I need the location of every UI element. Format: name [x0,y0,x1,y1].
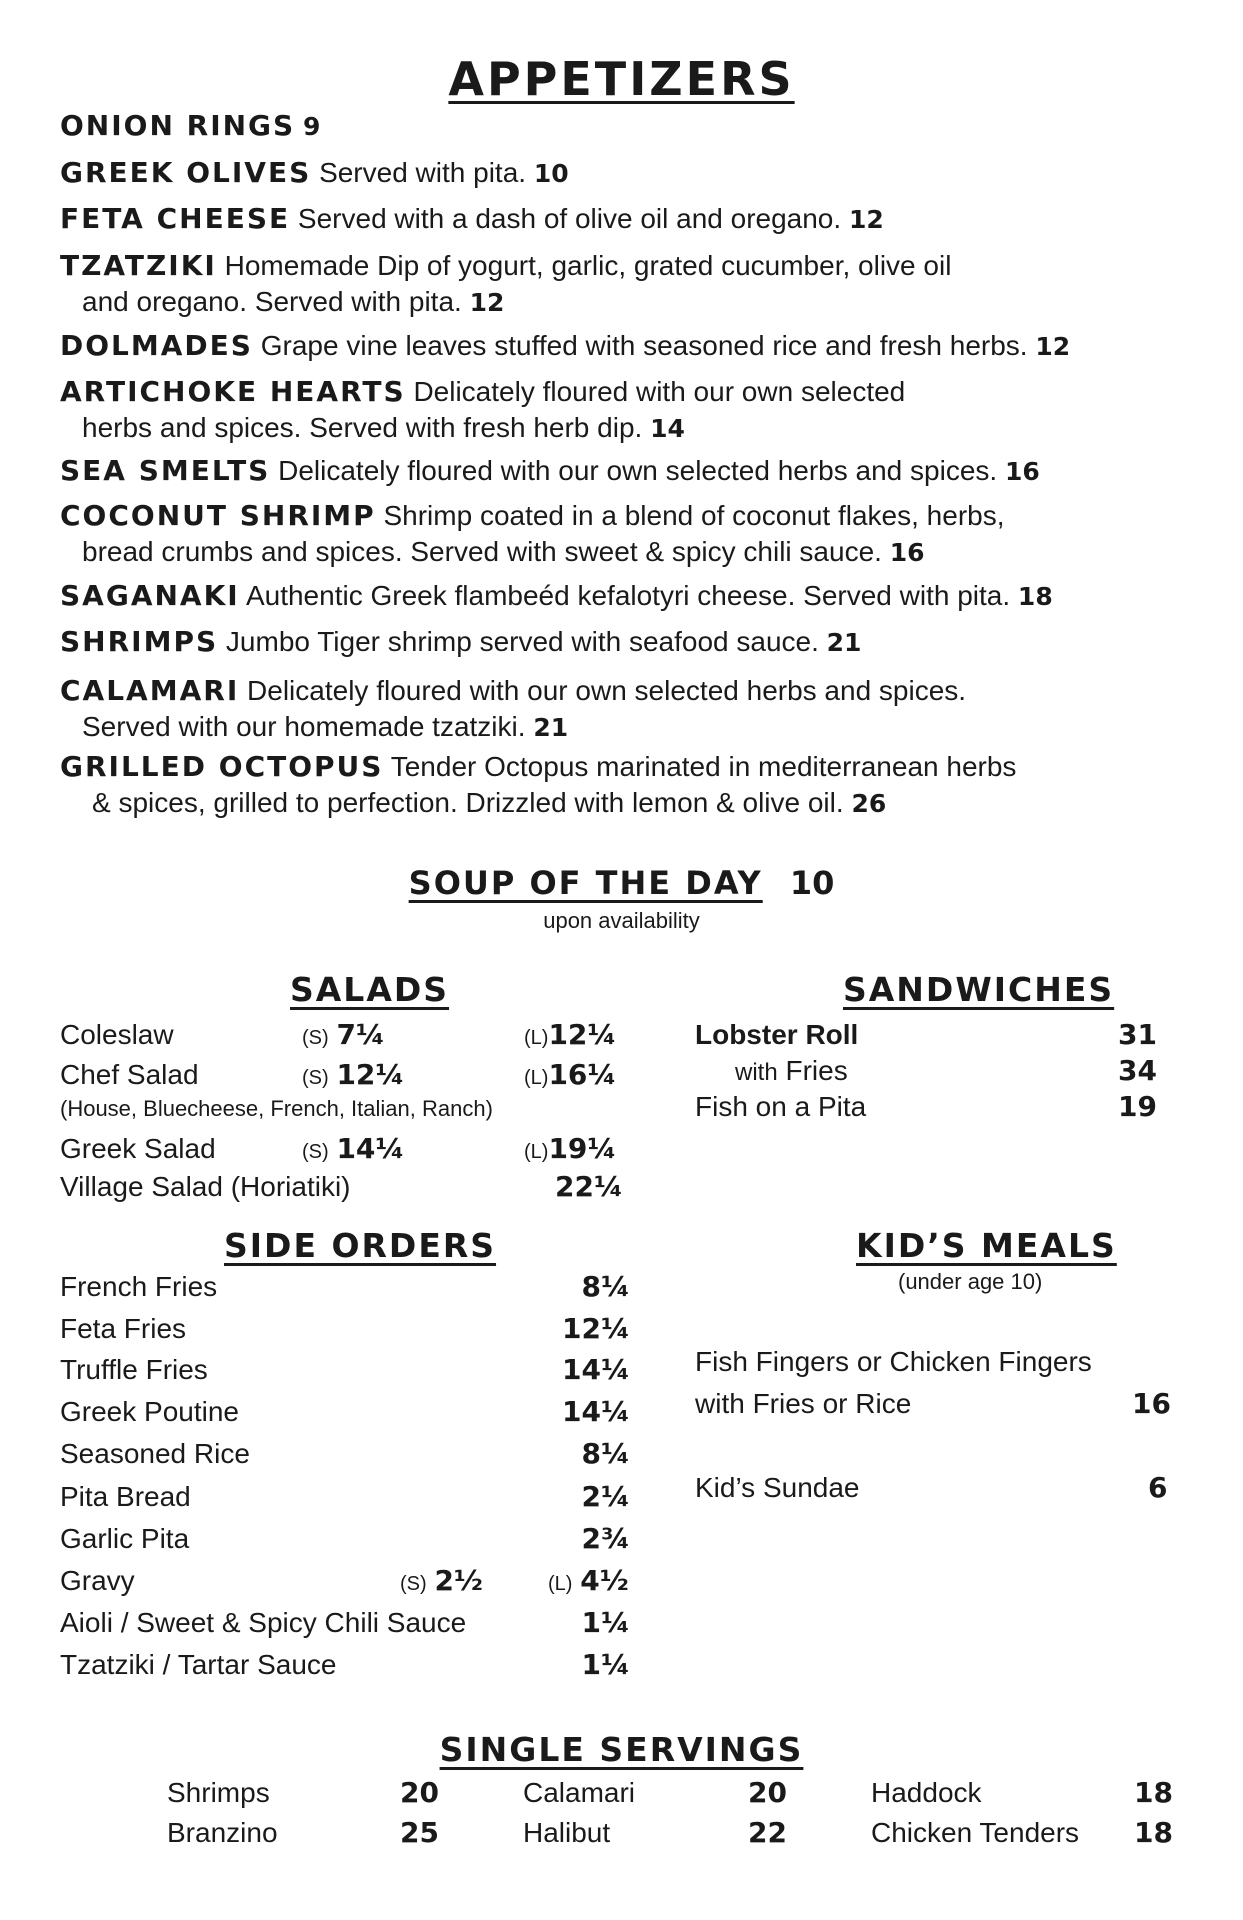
side-item: Greek Poutine [60,1396,239,1427]
menu-item: GRILLED OCTOPUS Tender Octopus marinated in mediterranean herbs & spices, grilled to perfection. Drizzled with lemon & olive oil. 26 [60,750,1017,818]
side-price: 2¾ [581,1522,630,1555]
side-item: French Fries [60,1271,218,1302]
single-item: Calamari [523,1777,636,1808]
soup-heading [0,864,1243,902]
gravy-small-price: (S) 2½ [400,1564,483,1597]
single-item: Chicken Tenders [871,1817,1080,1848]
kids-sundae-price: 6 [1148,1471,1168,1504]
sandwich-item: Fish on a Pita [695,1091,867,1122]
side-item: Tzatziki / Tartar Sauce [60,1649,337,1680]
side-item: Aioli / Sweet & Spicy Chili Sauce [60,1607,467,1638]
single-price: 22 [748,1816,787,1849]
menu-item: DOLMADES Grape vine leaves stuffed with seasoned rice and fresh herbs. 12 [60,329,1071,362]
salad-small-price: (S) 12¼ [302,1058,405,1091]
kids-meals-title: KID’S MEALS [856,1226,1117,1265]
appetizers-title: APPETIZERS [448,52,795,106]
salad-row: Greek Salad [60,1133,216,1164]
side-item: Pita Bread [60,1481,191,1512]
side-price: 8¼ [581,1270,630,1303]
salad-row: Coleslaw [60,1019,174,1050]
single-price: 20 [400,1776,439,1809]
kids-age-note: (under age 10) [898,1269,1043,1294]
side-price: 2¼ [581,1480,630,1513]
side-price: 12¼ [562,1312,630,1345]
menu-item: TZATZIKI Homemade Dip of yogurt, garlic, grated cucumber, olive oil and oregano. Served with pita. 12 [60,249,952,317]
kids-sundae: Kid’s Sundae [695,1472,860,1503]
single-price: 18 [1134,1816,1173,1849]
sandwich-item: Lobster Roll [695,1019,859,1050]
sandwich-price: 19 [1118,1090,1157,1123]
salad-large-price: (L)16¼ [524,1058,617,1091]
side-price: 1¼ [581,1648,630,1681]
side-item: Seasoned Rice [60,1438,250,1469]
menu-item: SHRIMPS Jumbo Tiger shrimp served with seafood sauce. 21 [60,625,862,658]
gravy-large-price: (L) 4½ [548,1564,629,1597]
salad-large-price: (L)12¼ [524,1018,617,1051]
single-item: Shrimps [167,1777,270,1808]
side-price: 1¼ [581,1606,630,1639]
menu-item: ONION RINGS 9 [60,109,321,142]
soup-price: 10 [789,864,835,902]
single-price: 18 [1134,1776,1173,1809]
salads-title: SALADS [290,970,450,1009]
side-price: 14¼ [562,1395,630,1428]
side-item: Garlic Pita [60,1523,190,1554]
single-item: Haddock [871,1777,982,1808]
salad-row: Chef Salad [60,1059,199,1090]
soup-note: upon availability [543,908,700,933]
menu-item: FETA CHEESE Served with a dash of olive oil and oregano. 12 [60,202,884,235]
side-item: Gravy [60,1565,135,1596]
kids-price: 16 [1132,1387,1171,1420]
menu-item: CALAMARI Delicately floured with our own selected herbs and spices. Served with our homemade tzatziki. 21 [60,674,967,742]
single-price: 20 [748,1776,787,1809]
menu-item: ARTICHOKE HEARTS Delicately floured with our own selected herbs and spices. Served with fresh herb dip. 14 [60,375,906,443]
single-item: Branzino [167,1817,278,1848]
sandwiches-title: SANDWICHES [843,970,1115,1009]
menu-item: GREEK OLIVES Served with pita. 10 [60,156,569,189]
single-item: Halibut [523,1817,611,1848]
sandwich-item: with Fries [735,1055,848,1086]
village-salad: Village Salad (Horiatiki) [60,1171,351,1202]
sandwich-price: 34 [1118,1054,1157,1087]
single-servings-title: SINGLE SERVINGS [439,1730,804,1769]
soup-title: SOUP OF THE DAY [408,864,763,902]
salad-small-price: (S) 14¼ [302,1132,405,1165]
side-orders-title: SIDE ORDERS [224,1226,497,1265]
single-price: 25 [400,1816,439,1849]
village-salad-price: 22¼ [555,1170,623,1203]
sandwich-price: 31 [1118,1018,1157,1051]
kids-item-line2: with Fries or Rice [695,1388,912,1419]
chef-salad-dressings: (House, Bluecheese, French, Italian, Ranch) [60,1096,493,1121]
side-item: Feta Fries [60,1313,187,1344]
menu-item: SAGANAKI Authentic Greek flambeéd kefalotyri cheese. Served with pita. 18 [60,579,1053,612]
menu-item: COCONUT SHRIMP Shrimp coated in a blend of coconut flakes, herbs, bread crumbs and spices. Served with sweet & spicy chili sauce. 16 [60,499,1005,567]
side-price: 14¼ [562,1353,630,1386]
side-item: Truffle Fries [60,1354,208,1385]
salad-small-price: (S) 7¼ [302,1018,385,1051]
side-price: 8¼ [581,1437,630,1470]
menu-item: SEA SMELTS Delicately floured with our own selected herbs and spices. 16 [60,454,1040,487]
salad-large-price: (L)19¼ [524,1132,617,1165]
kids-item: Fish Fingers or Chicken Fingers [695,1346,1092,1377]
